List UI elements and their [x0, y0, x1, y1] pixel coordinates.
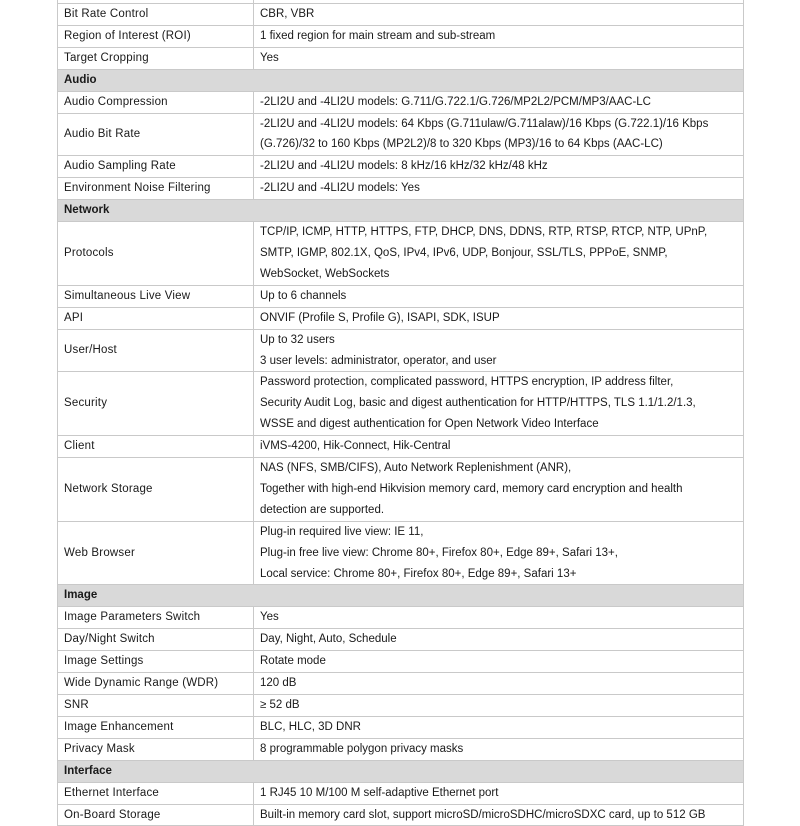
- spec-table-body: [58, 0, 744, 826]
- spec-value-line: 120 dB: [260, 677, 297, 690]
- spec-value-line: 8 programmable polygon privacy masks: [260, 742, 464, 755]
- spec-label: Image Settings: [58, 651, 254, 673]
- spec-value-line: Built-in memory card slot, support microSD/microSDHC/microSDXC card, up to 512 GB: [260, 808, 706, 821]
- table-row: [58, 782, 744, 804]
- table-row: [58, 285, 744, 307]
- spec-value: [254, 607, 744, 629]
- spec-value-line: Security Audit Log, basic and digest authentication for HTTP/HTTPS, TLS 1.1/1.2/1.3,: [260, 397, 696, 410]
- spec-value-line: Rotate mode: [260, 655, 326, 668]
- spec-value-line: Day, Night, Auto, Schedule: [260, 633, 397, 646]
- spec-value-line: Local service: Chrome 80+, Firefox 80+, Edge 89+, Safari 13+: [260, 567, 577, 580]
- table-row: [58, 156, 744, 178]
- table-row: [58, 222, 744, 286]
- spec-label: Protocols: [58, 222, 254, 286]
- spec-value: [254, 695, 744, 717]
- section-title: Network: [58, 200, 744, 222]
- section-title: Audio: [58, 69, 744, 91]
- spec-value-line: SMTP, IGMP, 802.1X, QoS, IPv4, IPv6, UDP, Bonjour, SSL/TLS, PPPoE, SNMP,: [260, 246, 668, 259]
- spec-value-line: 1 fixed region for main stream and sub-stream: [260, 29, 496, 42]
- spec-label: Audio Sampling Rate: [58, 156, 254, 178]
- spec-value: [254, 629, 744, 651]
- spec-label: Client: [58, 436, 254, 458]
- spec-value: [254, 178, 744, 200]
- spec-value: [254, 372, 744, 436]
- spec-label: Target Cropping: [58, 47, 254, 69]
- spec-value-line: BLC, HLC, 3D DNR: [260, 720, 361, 733]
- spec-label: Day/Night Switch: [58, 629, 254, 651]
- spec-label: Web Browser: [58, 521, 254, 585]
- spec-label: Privacy Mask: [58, 738, 254, 760]
- section-header-row: [58, 760, 744, 782]
- spec-label: Image Enhancement: [58, 716, 254, 738]
- spec-value: [254, 673, 744, 695]
- spec-value-line: 1 RJ45 10 M/100 M self-adaptive Ethernet port: [260, 786, 499, 799]
- table-row: [58, 673, 744, 695]
- spec-label: Audio Compression: [58, 91, 254, 113]
- spec-value-line: WebSocket, WebSockets: [260, 267, 390, 280]
- section-header-row: [58, 200, 744, 222]
- spec-value: [254, 156, 744, 178]
- section-header-row: [58, 585, 744, 607]
- spec-value-line: TCP/IP, ICMP, HTTP, HTTPS, FTP, DHCP, DNS, DDNS, RTP, RTSP, RTCP, NTP, UPnP,: [260, 226, 708, 239]
- spec-value-line: Plug-in free live view: Chrome 80+, Firefox 80+, Edge 89+, Safari 13+,: [260, 546, 618, 559]
- spec-label: Ethernet Interface: [58, 782, 254, 804]
- section-title: Image: [58, 585, 744, 607]
- spec-value: [254, 113, 744, 156]
- spec-value-line: ONVIF (Profile S, Profile G), ISAPI, SDK, ISUP: [260, 311, 500, 324]
- spec-table: [57, 0, 744, 826]
- section-title: Interface: [58, 760, 744, 782]
- spec-value-line: -2LI2U and -4LI2U models: 8 kHz/16 kHz/32 kHz/48 kHz: [260, 160, 548, 173]
- spec-value: [254, 47, 744, 69]
- spec-value: [254, 782, 744, 804]
- table-row: [58, 113, 744, 156]
- table-row: [58, 91, 744, 113]
- table-row: [58, 607, 744, 629]
- spec-value: [254, 738, 744, 760]
- table-row: [58, 651, 744, 673]
- spec-value: [254, 329, 744, 372]
- spec-value-line: (G.726)/32 to 160 Kbps (MP2L2)/8 to 320 Kbps (MP3)/16 to 64 Kbps (AAC-LC): [260, 138, 663, 151]
- table-row: [58, 695, 744, 717]
- table-row: [58, 307, 744, 329]
- spec-label: User/Host: [58, 329, 254, 372]
- table-row: [58, 4, 744, 26]
- spec-value: [254, 458, 744, 522]
- spec-label: Wide Dynamic Range (WDR): [58, 673, 254, 695]
- table-row: [58, 372, 744, 436]
- spec-value: [254, 651, 744, 673]
- spec-value-line: Yes: [260, 611, 279, 624]
- spec-label: Audio Bit Rate: [58, 113, 254, 156]
- spec-value-line: ≥ 52 dB: [260, 699, 300, 711]
- spec-label: Region of Interest (ROI): [58, 25, 254, 47]
- spec-value-line: iVMS-4200, Hik-Connect, Hik-Central: [260, 440, 451, 453]
- table-row: [58, 629, 744, 651]
- table-row: [58, 329, 744, 372]
- spec-value-line: Together with high-end Hikvision memory card, memory card encryption and health: [260, 482, 683, 495]
- table-row: [58, 25, 744, 47]
- spec-label: Network Storage: [58, 458, 254, 522]
- spec-value-line: 3 user levels: administrator, operator, and user: [260, 354, 497, 367]
- spec-value: [254, 521, 744, 585]
- spec-label: On-Board Storage: [58, 804, 254, 826]
- table-row: [58, 458, 744, 522]
- spec-value-line: CBR, VBR: [260, 8, 315, 20]
- spec-value-line: -2LI2U and -4LI2U models: 64 Kbps (G.711ulaw/G.711alaw)/16 Kbps (G.722.1)/16 Kbps: [260, 117, 709, 130]
- table-row: [58, 804, 744, 826]
- spec-value-line: Password protection, complicated password, HTTPS encryption, IP address filter,: [260, 376, 674, 389]
- spec-value: [254, 436, 744, 458]
- spec-value-line: NAS (NFS, SMB/CIFS), Auto Network Replenishment (ANR),: [260, 462, 572, 475]
- spec-value: [254, 285, 744, 307]
- spec-label: API: [58, 307, 254, 329]
- table-row: [58, 47, 744, 69]
- spec-value-line: Yes: [260, 51, 279, 64]
- spec-value: [254, 4, 744, 26]
- table-row: [58, 738, 744, 760]
- spec-value-line: Up to 6 channels: [260, 289, 347, 302]
- section-header-row: [58, 69, 744, 91]
- spec-value-line: detection are supported.: [260, 503, 385, 516]
- spec-value-line: Plug-in required live view: IE 11,: [260, 525, 424, 538]
- spec-label: Bit Rate Control: [58, 4, 254, 26]
- spec-value: [254, 91, 744, 113]
- spec-value-line: Up to 32 users: [260, 333, 335, 346]
- spec-value: [254, 222, 744, 286]
- spec-value: [254, 307, 744, 329]
- spec-value-line: -2LI2U and -4LI2U models: Yes: [260, 182, 420, 195]
- spec-value: [254, 804, 744, 826]
- table-row: [58, 178, 744, 200]
- spec-value: [254, 25, 744, 47]
- table-row: [58, 436, 744, 458]
- table-row: [58, 716, 744, 738]
- spec-label: Simultaneous Live View: [58, 285, 254, 307]
- spec-value-line: WSSE and digest authentication for Open Network Video Interface: [260, 418, 599, 431]
- spec-label: Security: [58, 372, 254, 436]
- spec-label: Environment Noise Filtering: [58, 178, 254, 200]
- spec-value: [254, 716, 744, 738]
- spec-label: Image Parameters Switch: [58, 607, 254, 629]
- spec-label: SNR: [58, 695, 254, 717]
- spec-value-line: -2LI2U and -4LI2U models: G.711/G.722.1/G.726/MP2L2/PCM/MP3/AAC-LC: [260, 95, 651, 108]
- table-row: [58, 521, 744, 585]
